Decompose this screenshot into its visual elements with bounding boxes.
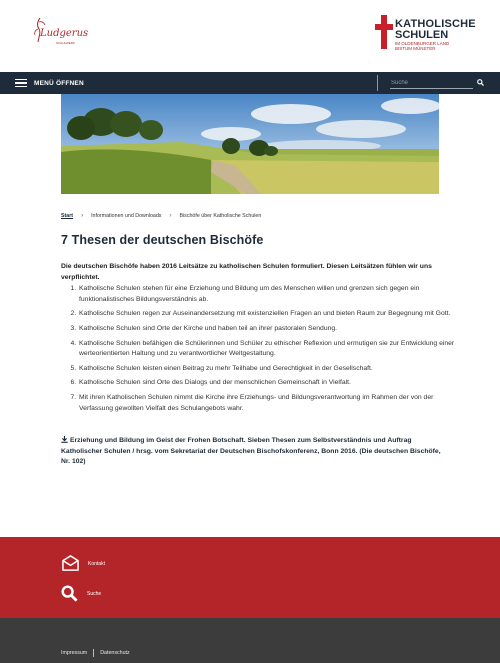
ludgerus-logo-sub: SCHULWERK — [56, 41, 75, 45]
hero-landscape-image — [61, 94, 439, 194]
contact-label: Kontakt — [88, 560, 105, 567]
hamburger-icon — [15, 79, 27, 88]
search-icon — [61, 585, 78, 602]
brand-line-1: KATHOLISCHE — [395, 18, 476, 30]
list-item: 3. Katholische Schulen sind Orte der Kirche und haben teil an ihrer pastoralen Sendung. — [78, 324, 456, 335]
navigation-bar — [0, 72, 500, 94]
list-item: 2. Katholische Schulen regen zur Auseinandersetzung mit existenziellen Fragen an und bieten Raum zur Begegnung mit Gott. — [78, 309, 456, 320]
footer-search-label: Suche — [87, 590, 102, 597]
download-link-text: Erziehung und Bildung im Geist der Frohen Botschaft. Sieben Thesen zum Selbstverständnis und Auftrag Katholischer Schulen / hrsg. vom Sekretariat der Deutschen Bischofskonferenz, Bonn 2016. (Die deutschen Bischöfe, Nr. 102) — [61, 437, 441, 465]
cross-icon — [375, 15, 393, 49]
list-item: 5. Katholische Schulen leisten einen Beitrag zu mehr Teilhabe und Gerechtigkeit in der Gesellschaft. — [78, 364, 456, 375]
divider — [93, 649, 94, 657]
chevron-right-icon: › — [169, 213, 172, 219]
list-item: 7. Mit ihren Katholischen Schulen nimmt die Kirche ihre Erziehungs- und Bildungsverantwortung im Rahmen der von der Verfassung gewollten Vielfalt des Schulangebots wahr. — [78, 393, 456, 414]
footer-search-link[interactable] — [61, 585, 101, 602]
datenschutz-link[interactable]: Datenschutz — [100, 650, 130, 656]
impressum-link[interactable]: Impressum — [61, 650, 88, 656]
ludgerus-logo-text: Ludgerus — [40, 28, 89, 39]
download-icon — [61, 436, 68, 443]
list-item: 6. Katholische Schulen sind Orte des Dialogs und der menschlichen Gemeinschaft in Vielfalt. — [78, 378, 456, 389]
menu-open-label: MENÜ ÖFFNEN — [34, 79, 84, 87]
breadcrumb-start[interactable]: Start — [61, 213, 74, 219]
breadcrumb-informationen[interactable]: Informationen und Downloads — [91, 213, 162, 219]
legal-links — [61, 649, 130, 657]
search-icon[interactable] — [477, 79, 484, 86]
breadcrumb-current: Bischöfe über Katholische Schulen — [179, 213, 262, 219]
search-input[interactable] — [390, 77, 473, 89]
brand-line-4: BISTUM MÜNSTER — [395, 45, 436, 51]
list-item: 1. Katholische Schulen stehen für eine Erziehung und Bildung um des Menschen willen und grenzen sich gegen ein funktionalistisches Bildungsverständnis ab. — [78, 284, 456, 305]
contact-link[interactable] — [61, 555, 105, 572]
download-link[interactable] — [61, 436, 441, 468]
breadcrumb — [61, 213, 261, 219]
chevron-right-icon: › — [81, 213, 84, 219]
theses-list — [61, 284, 456, 418]
footer-contact-band — [0, 537, 500, 618]
intro-text: Die deutschen Bischöfe haben 2016 Leitsätze zu katholischen Schulen formuliert. Diesen Leitsätzen fühlen wir uns verpflichtet. — [61, 263, 432, 281]
menu-open-button[interactable] — [15, 77, 84, 89]
brand-line-2: SCHULEN — [395, 29, 449, 41]
brand-line-3: IM OLDENBURGER LAND — [395, 41, 450, 46]
ludgerus-logo[interactable] — [30, 16, 89, 52]
page-title: 7 Thesen der deutschen Bischöfe — [61, 233, 264, 247]
nav-search — [377, 75, 486, 91]
mail-icon — [61, 555, 80, 572]
list-item: 4. Katholische Schulen befähigen die Schülerinnen und Schüler zu ethischer Reflexion und ermutigen sie zur Entwicklung einer werteorientierten Haltung und zu verantwortlicher Weltgestaltung. — [78, 339, 456, 360]
site-header — [0, 0, 500, 72]
katholische-schulen-logo[interactable] — [375, 15, 476, 51]
